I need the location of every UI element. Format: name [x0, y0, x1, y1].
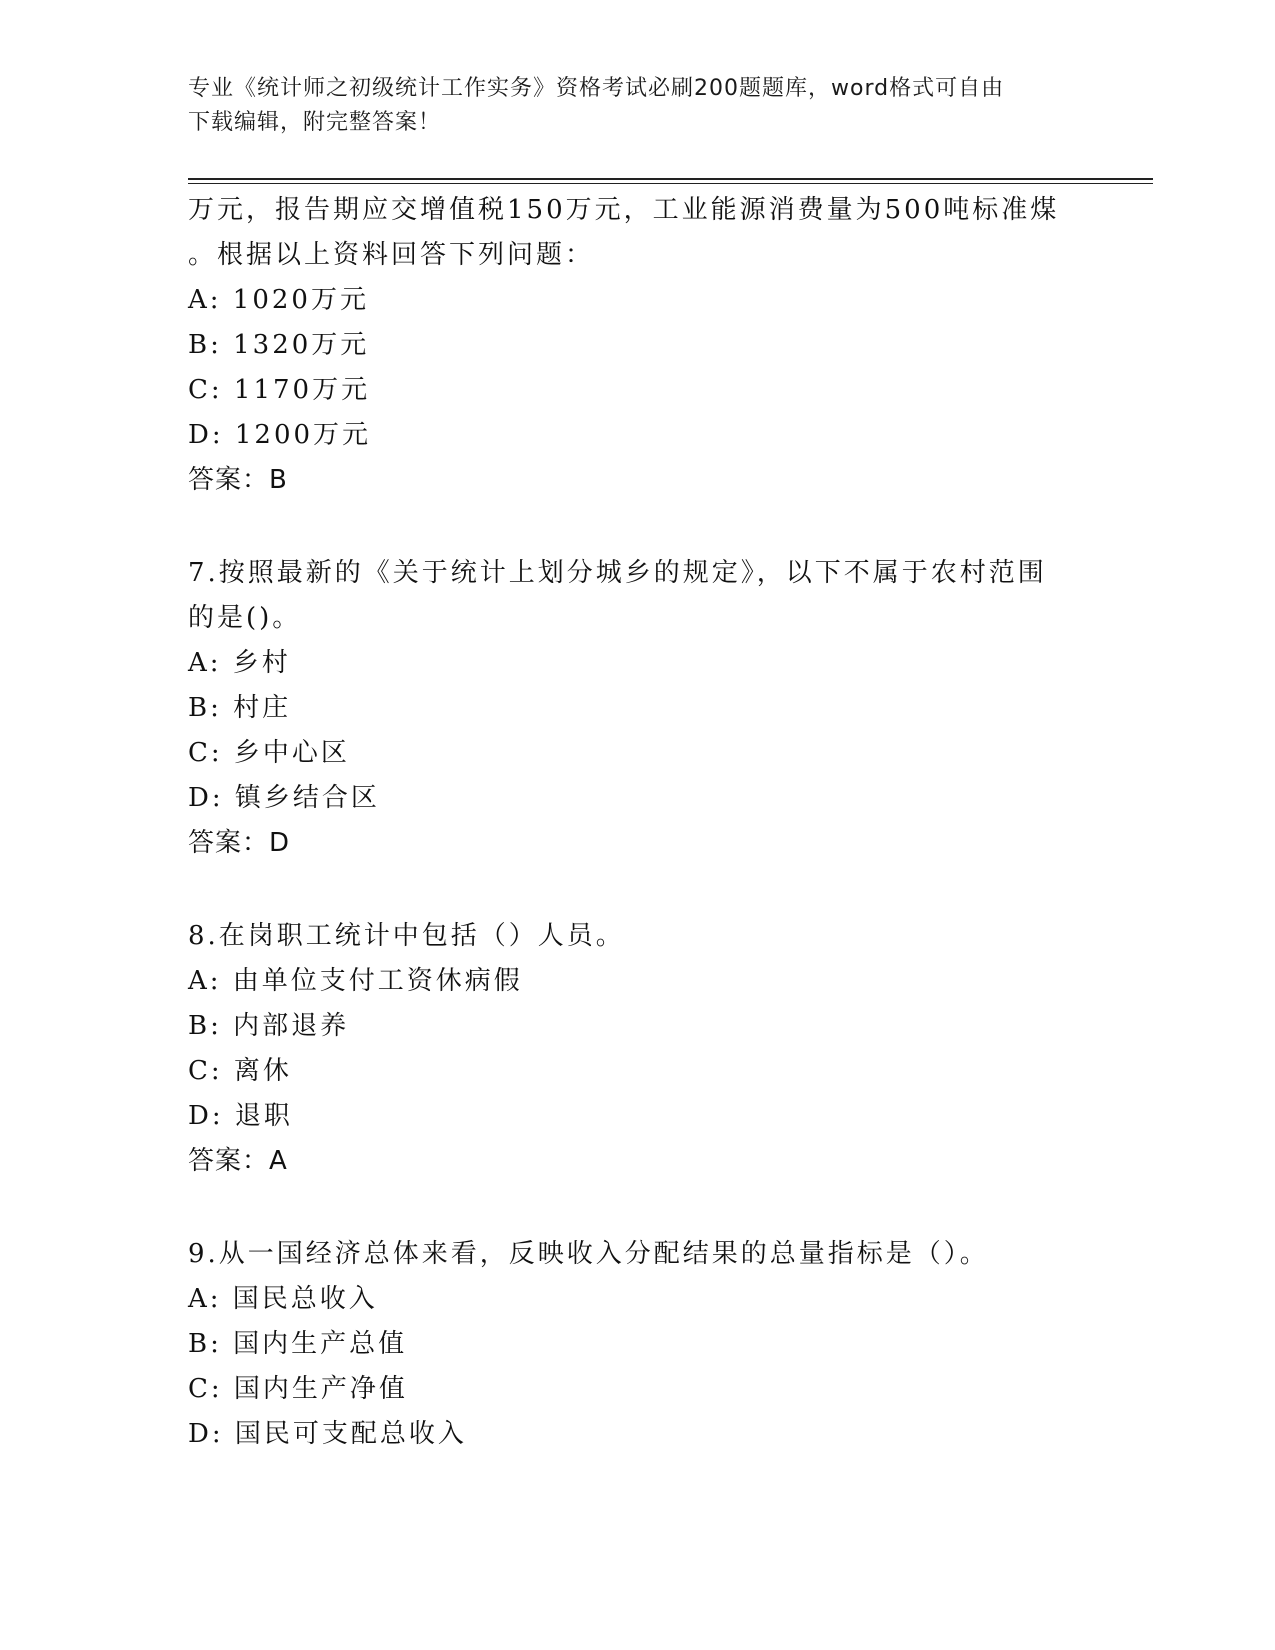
- question-8: [188, 914, 1088, 1184]
- option-a: A: 由单位支付工资休病假: [188, 966, 523, 996]
- question-text: 万元，报告期应交增值税150万元，工业能源消费量为500吨标准煤: [188, 195, 1060, 225]
- option-c: C: 离休: [188, 1056, 292, 1086]
- header-divider-thick: [188, 178, 1153, 180]
- question-text: 的是()。: [188, 603, 302, 633]
- option-c: C: 1170万元: [188, 375, 371, 405]
- document-body: [188, 188, 1088, 1457]
- header-line-1: 专业《统计师之初级统计工作实务》资格考试必刷200题题库，word格式可自由: [188, 76, 1005, 101]
- option-b: B: 内部退养: [188, 1011, 350, 1041]
- answer-label: 答案：D: [188, 828, 291, 858]
- option-b: B: 1320万元: [188, 330, 370, 360]
- question-9: [188, 1232, 1088, 1457]
- answer-label: 答案：A: [188, 1146, 288, 1176]
- question-text: 8.在岗职工统计中包括（）人员。: [188, 921, 625, 951]
- option-d: D: 1200万元: [188, 420, 372, 450]
- question-6-continued: [188, 188, 1088, 503]
- option-d: D: 镇乡结合区: [188, 783, 380, 813]
- option-b: B: 村庄: [188, 693, 292, 723]
- document-header: [188, 72, 1068, 140]
- option-a: A: 国民总收入: [188, 1284, 378, 1314]
- question-text: 7.按照最新的《关于统计上划分城乡的规定》，以下不属于农村范围: [188, 558, 1047, 588]
- option-a: A: 乡村: [188, 648, 291, 678]
- option-a: A: 1020万元: [188, 285, 369, 315]
- option-c: C: 乡中心区: [188, 738, 350, 768]
- header-line-2: 下载编辑，附完整答案！: [188, 110, 442, 135]
- option-c: C: 国内生产净值: [188, 1374, 408, 1404]
- header-divider-thin: [188, 183, 1153, 184]
- answer-label: 答案：B: [188, 465, 288, 495]
- option-d: D: 退职: [188, 1101, 293, 1131]
- question-7: [188, 551, 1088, 866]
- option-b: B: 国内生产总值: [188, 1329, 408, 1359]
- question-text: 。根据以上资料回答下列问题：: [188, 240, 595, 270]
- question-text: 9.从一国经济总体来看，反映收入分配结果的总量指标是（）。: [188, 1239, 989, 1269]
- option-d: D: 国民可支配总收入: [188, 1419, 467, 1449]
